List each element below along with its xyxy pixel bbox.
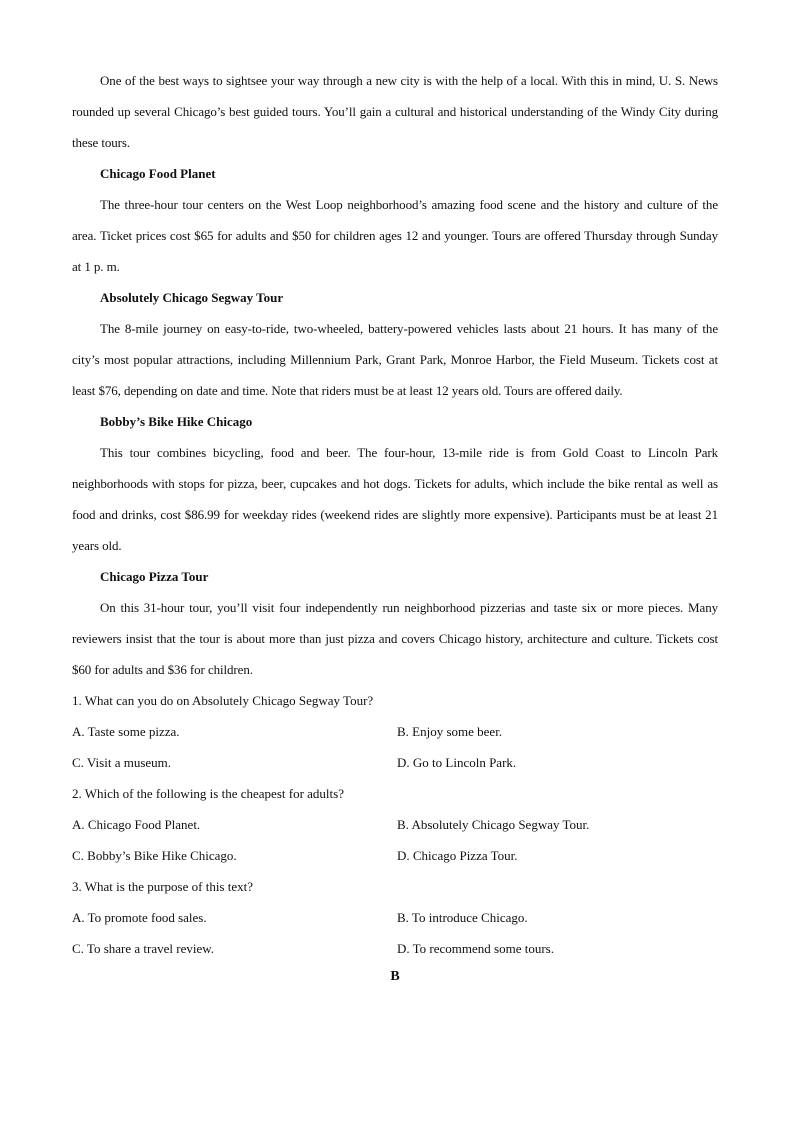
answer-option: D. Chicago Pizza Tour. bbox=[397, 848, 518, 863]
answer-option: A. Chicago Food Planet. bbox=[72, 817, 201, 832]
question-block bbox=[72, 778, 718, 871]
question-block bbox=[72, 685, 718, 778]
intro-paragraph: One of the best ways to sightsee your way through a new city is with the help of a local. With this in mind, U. S. News rounded up several Chicago’s best guided tours. You’ll gain a cultural and historical understanding of the Windy City during these tours. bbox=[72, 73, 718, 150]
tour-description: This tour combines bicycling, food and beer. The four-hour, 13-mile ride is from Gold Coast to Lincoln Park neighborhoods with stops for pizza, beer, cupcakes and hot dogs. Tickets for adults, which include the bike rental as well as food and drinks, cost $86.99 for weekday rides (weekend rides are slightly more expensive). Participants must be at least 21 years old. bbox=[72, 445, 718, 553]
section-letter: B bbox=[390, 969, 400, 984]
tour-title: Bobby’s Bike Hike Chicago bbox=[100, 414, 253, 429]
answer-options bbox=[72, 902, 718, 964]
answer-option: B. Enjoy some beer. bbox=[397, 724, 503, 739]
answer-option: B. To introduce Chicago. bbox=[397, 910, 528, 925]
answer-option: A. To promote food sales. bbox=[72, 910, 207, 925]
answer-option: D. Go to Lincoln Park. bbox=[397, 755, 517, 770]
question-block bbox=[72, 871, 718, 964]
answer-option: B. Absolutely Chicago Segway Tour. bbox=[397, 817, 590, 832]
question-text: 1. What can you do on Absolutely Chicago Segway Tour? bbox=[72, 693, 374, 708]
answer-option: C. To share a travel review. bbox=[72, 941, 215, 956]
tour-title: Chicago Pizza Tour bbox=[100, 569, 209, 584]
answer-options bbox=[72, 716, 718, 778]
answer-option: D. To recommend some tours. bbox=[397, 941, 554, 956]
tour-description: The three-hour tour centers on the West Loop neighborhood’s amazing food scene and the history and culture of the area. Ticket prices cost $65 for adults and $50 for children ages 12 and younger. Tours are offered Thursday through Sunday at 1 p. m. bbox=[72, 197, 718, 274]
answer-option: A. Taste some pizza. bbox=[72, 724, 180, 739]
tour-description: On this 31-hour tour, you’ll visit four independently run neighborhood pizzerias and taste six or more pieces. Many reviewers insist that the tour is about more than just pizza and covers Chicago history, architecture and culture. Tickets cost $60 for adults and $36 for children. bbox=[72, 600, 718, 677]
answer-options bbox=[72, 809, 718, 871]
tour-title: Chicago Food Planet bbox=[100, 166, 216, 181]
question-text: 3. What is the purpose of this text? bbox=[72, 879, 254, 894]
answer-option: C. Visit a museum. bbox=[72, 755, 172, 770]
tour-title: Absolutely Chicago Segway Tour bbox=[100, 290, 284, 305]
question-text: 2. Which of the following is the cheapest for adults? bbox=[72, 786, 344, 801]
tour-description: The 8-mile journey on easy-to-ride, two-wheeled, battery-powered vehicles lasts about 21 hours. It has many of the city’s most popular attractions, including Millennium Park, Grant Park, Monroe Harbor, the Field Museum. Tickets cost at least $76, depending on date and time. Note that riders must be at least 12 years old. Tours are offered daily. bbox=[72, 321, 718, 398]
document-page bbox=[72, 65, 718, 992]
answer-option: C. Bobby’s Bike Hike Chicago. bbox=[72, 848, 237, 863]
